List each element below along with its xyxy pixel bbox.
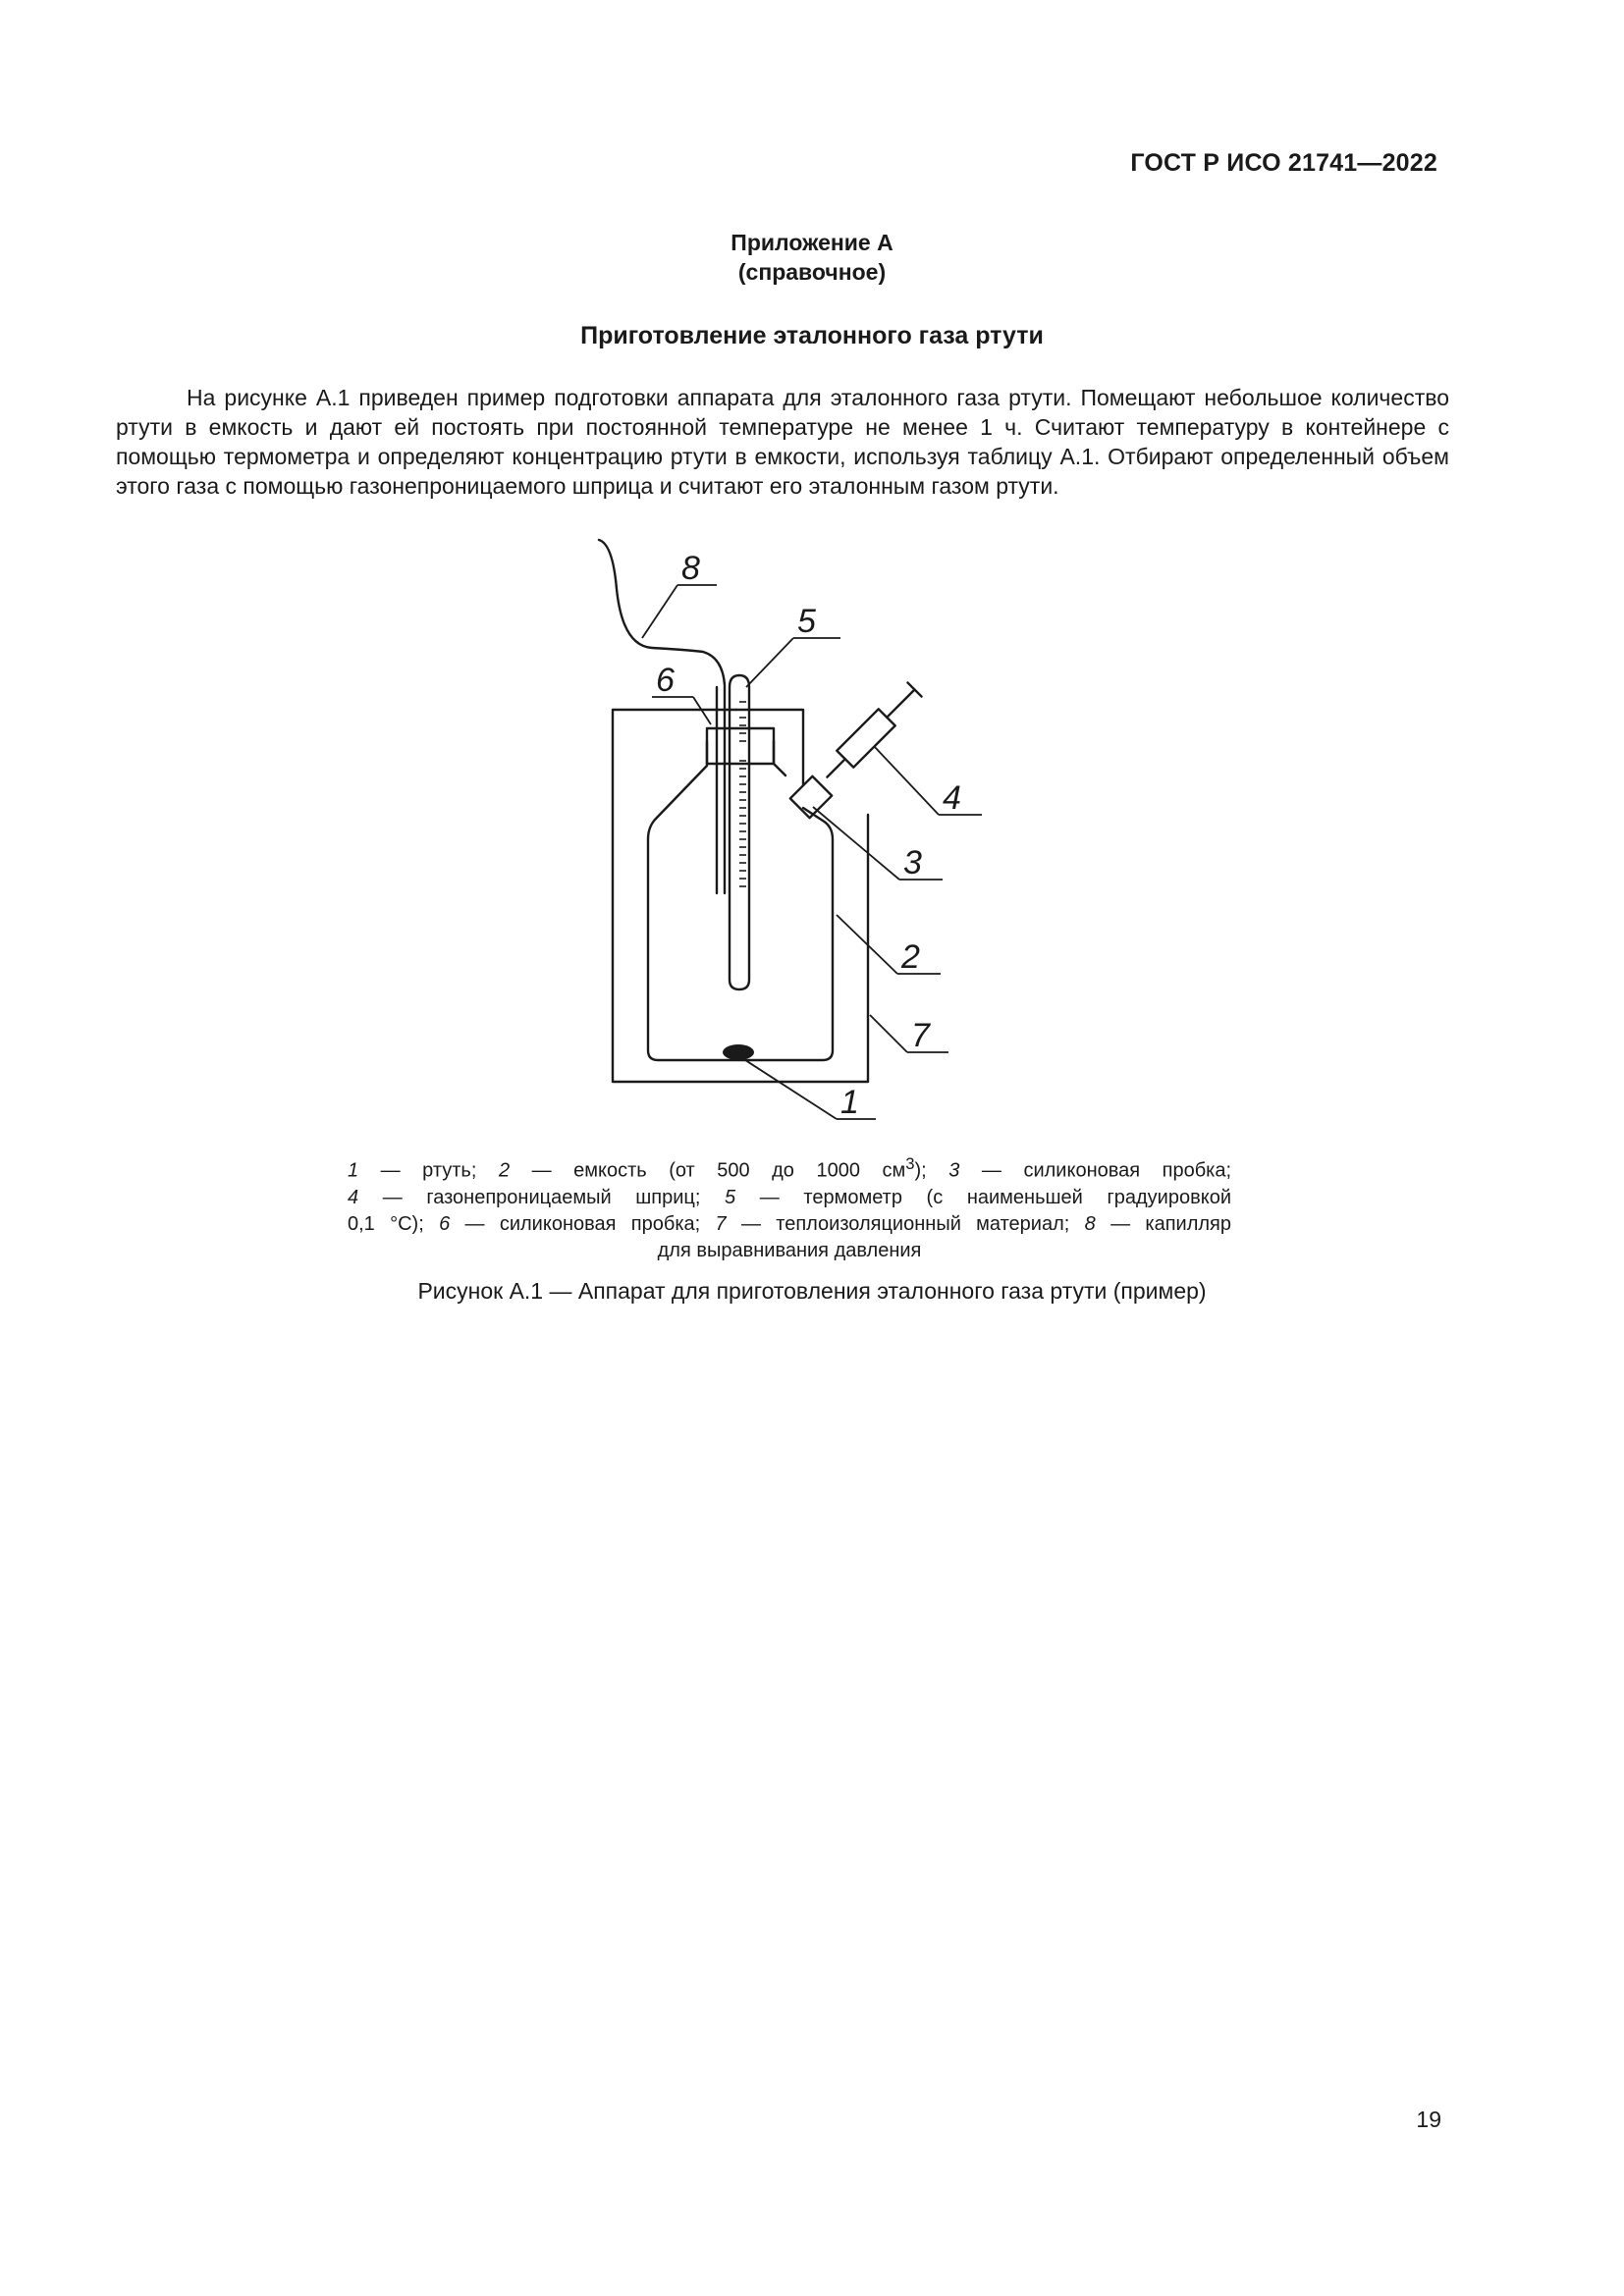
container-bottle (648, 741, 833, 1060)
mercury-drop (723, 1044, 754, 1060)
figure-caption: Рисунок А.1 — Аппарат для приготовления эталонного газа ртути (пример) (417, 1278, 1207, 1304)
leader-8 (642, 585, 717, 638)
annex-title: Приложение А (731, 230, 893, 255)
page-number: 19 (1416, 2107, 1441, 2132)
leader-2 (837, 915, 941, 974)
label-5: 5 (797, 603, 816, 640)
legend-line-3: 0,1 °С); 6 — силиконовая пробка; 7 — теплоизоляционный материал; 8 — капилляр (348, 1212, 1231, 1235)
leader-7 (870, 1015, 948, 1052)
label-7: 7 (911, 1017, 930, 1054)
insulation-box-top-right (736, 710, 803, 785)
document-code-header: ГОСТ Р ИСО 21741—2022 (1130, 149, 1437, 177)
legend-line-1: 1 — ртуть; 2 — емкость (от 500 до 1000 $см^3$); 3 — силиконовая пробка; (348, 1154, 1232, 1182)
label-8: 8 (681, 550, 700, 587)
insulation-box (613, 710, 868, 1082)
apparatus-diagram (550, 530, 982, 1139)
syringe-plunger (887, 690, 914, 718)
annex-type: (справочное) (737, 259, 887, 285)
label-4: 4 (943, 779, 961, 817)
figure-legend (348, 1150, 1231, 1264)
label-2: 2 (901, 938, 920, 976)
body-paragraph: На рисунке А.1 приведен пример подготовки аппарата для эталонного газа ртути. Помещают небольшое количество ртути в емкость и дают ей постоять при постоянной температуре не менее 1 ч. Считают температуру в контейнере с помощью термометра и определяют концентрацию ртути в емкости, используя таблицу А.1. Отбирают определенный объем этого газа с помощью газонепроницаемого шприца и считают его эталонным газом ртути. (116, 385, 1449, 499)
legend-line-2: 4 — газонепроницаемый шприц; 5 — термометр (с наименьшей градуировкой (348, 1186, 1231, 1208)
leader-4 (874, 746, 982, 815)
legend-line-4: для выравнивания давления (657, 1239, 922, 1261)
label-1: 1 (840, 1084, 859, 1121)
label-3: 3 (903, 844, 922, 881)
syringe-needle (827, 759, 844, 776)
label-6: 6 (656, 662, 675, 699)
container-neck-right (774, 741, 785, 775)
leader-5 (746, 638, 840, 687)
section-title: Приготовление эталонного газа ртути (580, 322, 1044, 349)
thermometer (730, 675, 749, 989)
annex-heading (0, 228, 1624, 287)
